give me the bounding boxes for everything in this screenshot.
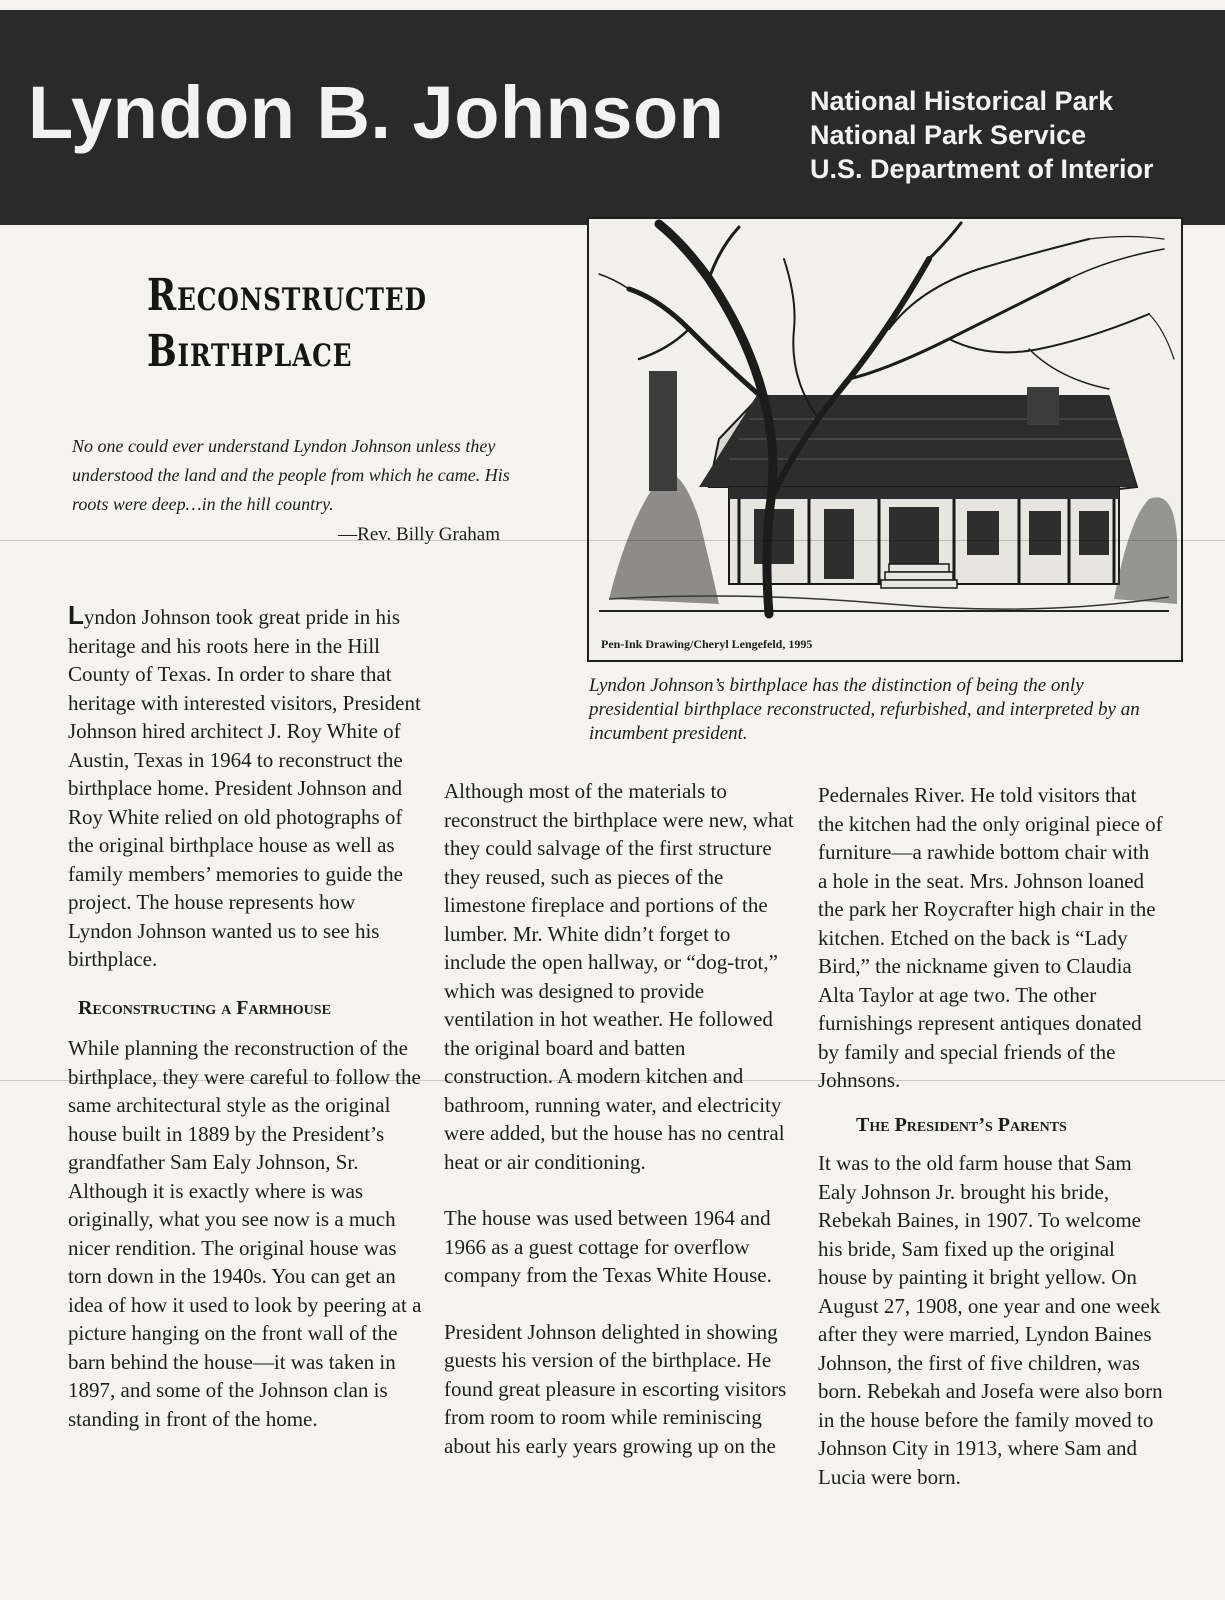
section-title bbox=[147, 268, 427, 380]
subhead-parents: The President’s Parents bbox=[856, 1113, 1067, 1136]
farmhouse-paragraph: While planning the reconstruction of the birthplace, they were careful to follow the same architectural style as the original house built in 1889 by the President’s grandfather Sam Ealy Johnson, Sr. Although it is exactly where is was originally, what you see now is a much nicer rendition. The original house was torn down in the 1940s. You can get an idea of how it used to look by peering at a picture hanging on the front wall of the barn behind the house—it was taken in 1897, and some of the Johnson clan is standing in front of the home. bbox=[68, 1036, 422, 1431]
column-3 bbox=[818, 781, 1163, 1491]
parents-paragraph: It was to the old farm house that Sam Ealy Johnson Jr. brought his bride, Rebekah Baines, in 1907. To welcome his bride, Sam fixed up the original house by painting it bright yellow. On August 27, 1908, one year and one week after they were married, Lyndon Baines Johnson, the first of five children, was born. Rebekah and Josefa were also born in the house before the family moved to Johnson City in 1913, where Sam and Lucia were born. bbox=[818, 1151, 1163, 1489]
header-banner bbox=[0, 10, 1225, 225]
figure-caption: Lyndon Johnson’s birthplace has the distinction of being the only presidential birthplace reconstructed, refurbished, and interpreted by an incumbent president. bbox=[589, 675, 1140, 744]
guests-paragraph: President Johnson delighted in showing guests his version of the birthplace. He found great pleasure in escorting visitors from room to room while reminiscing about his early years growing up on the bbox=[444, 1319, 787, 1458]
column-2 bbox=[444, 777, 794, 1460]
birthplace-drawing bbox=[587, 217, 1183, 662]
section-title-line: Birthplace bbox=[147, 326, 353, 377]
house-drawing-image bbox=[589, 219, 1181, 660]
materials-paragraph: Although most of the materials to reconstruct the birthplace were new, what they could salvage of the first structure they reused, such as pieces of the limestone fireplace and portions of the lumber. Mr. White didn’t forget to include the open hallway, or “dog-trot,” which was designed to provide ventilation in hot weather. He followed the original board and batten construction. A modern kitchen and bathroom, running water, and electricity were added, but the house has no central heat or air conditioning. bbox=[444, 779, 794, 1174]
intro-text: yndon Johnson took great pride in his heritage and his roots here in the Hill County of Texas. In order to share that heritage with interested visitors, President Johnson hired architect J. Roy White of Austin, Texas in 1964 to reconstruct the birthplace home. President Johnson and Roy White relied on old photographs of the original birthplace house as well as family members’ memories to guide the project. The house represents how Lyndon Johnson wanted us to see his birthplace. bbox=[68, 605, 421, 971]
subhead-farmhouse: Reconstructing a Farmhouse bbox=[78, 996, 331, 1019]
furnishings-paragraph: Pedernales River. He told visitors that the kitchen had the only original piece of furniture—a rawhide bottom chair with a hole in the seat. Mrs. Johnson loaned the park her Roycrafter high chair in the kitchen. Etched on the back is “Lady Bird,” the nickname given to Claudia Alta Taylor at age two. The other furnishings represent antiques donated by family and special friends of the Johnsons. bbox=[818, 783, 1163, 1092]
paper-fold-line bbox=[0, 1080, 1225, 1081]
agency-line: U.S. Department of Interior bbox=[810, 154, 1154, 184]
column-1 bbox=[68, 601, 423, 1433]
quote-attribution: —Rev. Billy Graham bbox=[338, 524, 500, 545]
agency-block bbox=[810, 84, 1154, 186]
agency-line: National Historical Park bbox=[810, 86, 1114, 116]
drop-cap: L bbox=[68, 600, 84, 630]
figure-credit: Pen-Ink Drawing/Cheryl Lengefeld, 1995 bbox=[601, 637, 813, 651]
agency-line: National Park Service bbox=[810, 120, 1087, 150]
intro-paragraph bbox=[68, 601, 423, 974]
paper-fold-line bbox=[0, 540, 1225, 541]
park-title: Lyndon B. Johnson bbox=[28, 71, 725, 154]
guest-cottage-paragraph: The house was used between 1964 and 1966 as a guest cottage for overflow company from the Texas White House. bbox=[444, 1206, 772, 1287]
section-title-line: Reconstructed bbox=[147, 270, 427, 321]
epigraph-quote: No one could ever understand Lyndon Johnson unless they understood the land and the people from which he came. His roots were deep…in the hill country. bbox=[72, 436, 510, 514]
